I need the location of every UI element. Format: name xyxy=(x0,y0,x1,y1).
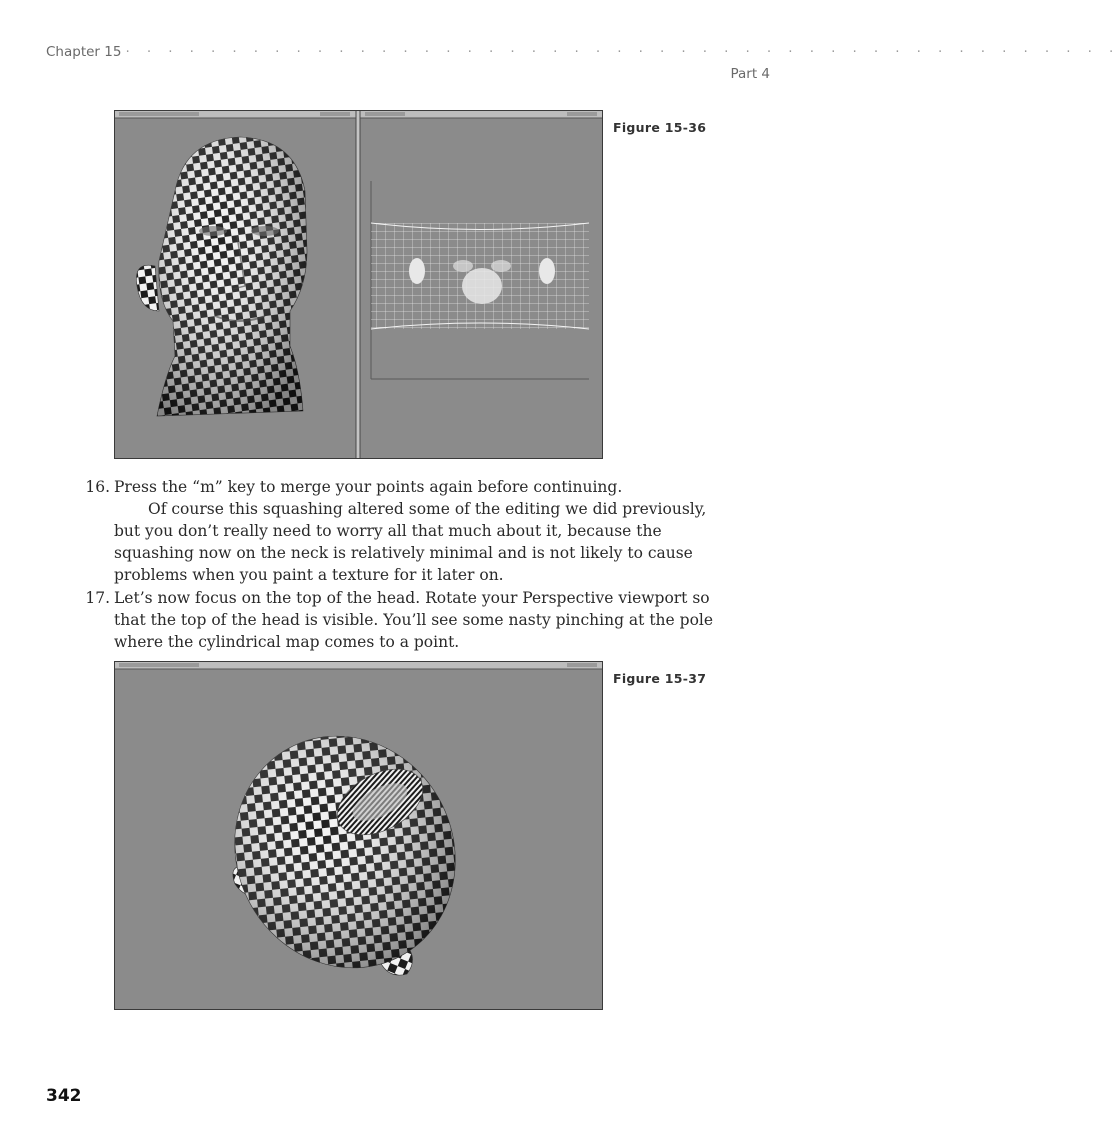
step-17 xyxy=(78,587,718,653)
step-16-paragraph: Of course this squashing altered some of the editing we did previously, but you don’t really need to worry all that much about it, because the squashing now on the neck is relatively minimal and is not likely to cause problems when you paint a texture for it later on. xyxy=(114,500,707,584)
step-16 xyxy=(78,476,718,586)
figure-15-37-label: Figure 15-37 xyxy=(613,671,707,686)
checkered-head-top-view xyxy=(194,697,496,1007)
dot-leader: · · · · · · · · · · · · · · · · · · · · · · · · · · · · · · · · · · · · · · · · · · · · · · · xyxy=(125,44,1120,60)
step-17-text: Let’s now focus on the top of the head. Rotate your Perspective viewport so that the top of the head is visible. You’ll see some nasty pinching at the pole where the cylindrical map comes to a point. xyxy=(114,589,714,651)
page-number: 342 xyxy=(46,1086,82,1106)
figure-15-37-image xyxy=(115,662,602,1009)
step-16-text: Press the “m” key to merge your points again before continuing. xyxy=(114,478,623,496)
chapter-label: Chapter 15 xyxy=(46,44,122,60)
part-label: Part 4 xyxy=(730,66,770,82)
figure-15-36-screenshot xyxy=(114,110,603,459)
running-header xyxy=(46,44,1120,60)
step-16-number: 16. xyxy=(85,478,110,496)
uv-map-view xyxy=(371,181,589,379)
figure-15-36-label: Figure 15-36 xyxy=(613,120,707,135)
step-17-number: 17. xyxy=(85,589,110,607)
checkered-head-model xyxy=(136,137,307,416)
figure-15-36-image xyxy=(115,111,602,458)
figure-15-37-screenshot xyxy=(114,661,603,1010)
